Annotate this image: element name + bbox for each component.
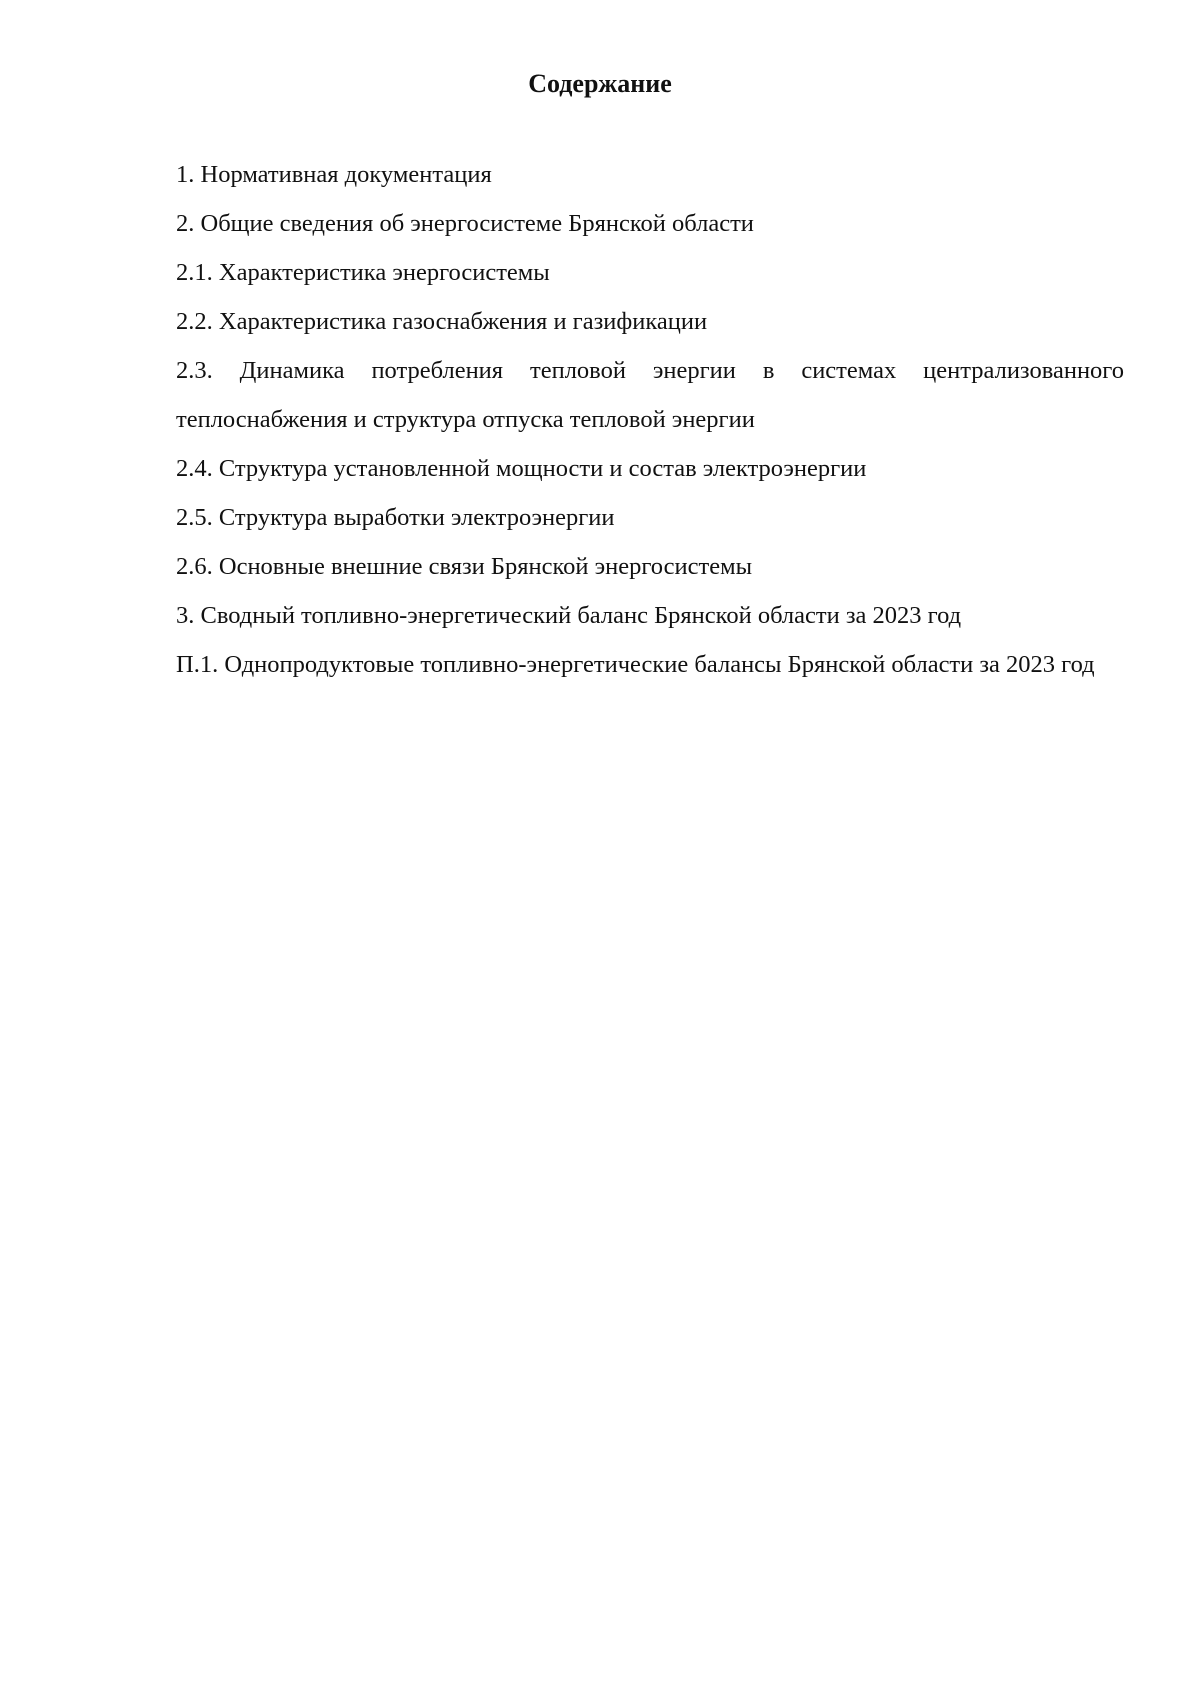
toc-item-2-1[interactable]: 2.1. Характеристика энергосистемы	[176, 259, 550, 286]
toc-item-appendix-1[interactable]: П.1. Однопродуктовые топливно-энергетические балансы Брянской области за 2023 год	[176, 651, 1095, 678]
toc-item-2[interactable]: 2. Общие сведения об энергосистеме Брянской области	[176, 210, 754, 237]
toc-item-2-5[interactable]: 2.5. Структура выработки электроэнергии	[176, 504, 615, 531]
page-title: Содержание	[528, 69, 672, 98]
toc-item-3[interactable]: 3. Сводный топливно-энергетический баланс Брянской области за 2023 год	[176, 602, 962, 629]
toc-item-2-2[interactable]: 2.2. Характеристика газоснабжения и газификации	[176, 308, 708, 335]
toc-item-2-6[interactable]: 2.6. Основные внешние связи Брянской энергосистемы	[176, 553, 753, 580]
table-of-contents	[176, 150, 1124, 689]
toc-item-1[interactable]: 1. Нормативная документация	[176, 161, 492, 188]
toc-item-2-3[interactable]: 2.3. Динамика потребления тепловой энергии в системах централизованного теплоснабжения и структура отпуска тепловой энергии	[176, 357, 1124, 433]
toc-item-2-4[interactable]: 2.4. Структура установленной мощности и состав электроэнергии	[176, 455, 867, 482]
